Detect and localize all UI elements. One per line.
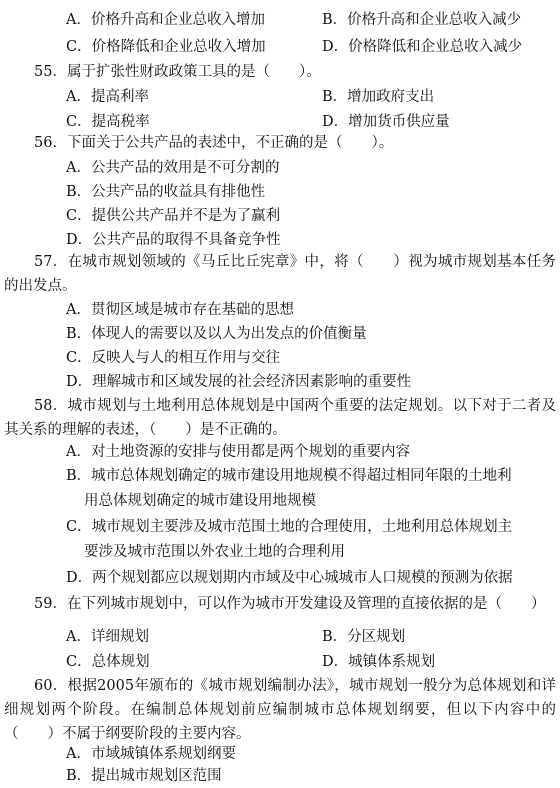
- q59-stem: 59．在下列城市规划中，可以作为城市开发建设及管理的直接依据的是（ ）: [34, 596, 546, 612]
- q55-option-c: C．提高税率: [66, 114, 150, 130]
- q59-option-d: D．城镇体系规划: [322, 654, 436, 670]
- q58-option-b-line1: B．城市总体规划确定的城市建设用地规模不得超过相同年限的土地利: [66, 468, 512, 484]
- q54-option-d: D．价格降低和企业总收入减少: [322, 39, 523, 55]
- q57-option-b: B．体现人的需要以及以人为出发点的价值衡量: [66, 326, 367, 342]
- q60-stem: 60．根据2005年颁布的《城市规划编制办法》，城市规划一般分为总体规划和详细规划两个阶段。在编制总体规划前应编制城市总体规划纲要，但以下内容中的（ ）不属于纲要阶段的主要内容。: [4, 678, 556, 742]
- q55-stem: 55．属于扩张性财政政策工具的是（ ）。: [34, 64, 321, 80]
- q58-stem: 58．城市规划与土地利用总体规划是中国两个重要的法定规划。以下对于二者及其关系的理解的表述，（ ）是不正确的。: [4, 398, 556, 438]
- q55-option-d: D．增加货币供应量: [322, 114, 450, 130]
- q54-option-b: B．价格升高和企业总收入减少: [322, 12, 522, 28]
- q60-option-b: B．提出城市规划区范围: [66, 768, 222, 784]
- q59-option-c: C．总体规划: [66, 654, 150, 670]
- q56-option-d: D．公共产品的取得不具备竞争性: [66, 232, 281, 248]
- q56-option-b: B．公共产品的收益具有排他性: [66, 184, 266, 200]
- q58-option-c-line1: C．城市规划主要涉及城市范围土地的合理使用，土地利用总体规划主: [66, 519, 513, 535]
- q59-option-a: A．详细规划: [66, 629, 149, 645]
- q54-option-a: A．价格升高和企业总收入增加: [66, 12, 265, 28]
- q60-option-a: A．市域城镇体系规划纲要: [66, 746, 236, 762]
- q57-stem: 57．在城市规划领域的《马丘比丘宪章》中，将（ ）视为城市规划基本任务的出发点。: [4, 254, 556, 294]
- q58-option-c-line2: 要涉及城市范围以外农业土地的合理利用: [84, 544, 345, 560]
- q57-option-c: C．反映人与人的相互作用与交往: [66, 350, 281, 366]
- q57-option-d: D．理解城市和区域发展的社会经济因素影响的重要性: [66, 374, 412, 390]
- q56-stem: 56．下面关于公共产品的表述中，不正确的是（ ）。: [34, 135, 394, 151]
- q59-option-b: B．分区规划: [322, 629, 406, 645]
- q56-option-a: A．公共产品的效用是不可分割的: [66, 160, 280, 176]
- q56-option-c: C．提供公共产品并不是为了赢利: [66, 208, 281, 224]
- q54-option-c: C．价格降低和企业总收入增加: [66, 39, 266, 55]
- q58-option-d: D．两个规划都应以规划期内市域及中心城城市人口规模的预测为依据: [66, 570, 513, 586]
- q55-option-a: A．提高利率: [66, 89, 149, 105]
- q58-option-a: A．对土地资源的安排与使用都是两个规划的重要内容: [66, 444, 410, 460]
- q58-option-b-line2: 用总体规划确定的城市建设用地规模: [84, 493, 316, 509]
- q57-option-a: A．贯彻区域是城市存在基础的思想: [66, 302, 294, 318]
- q55-option-b: B．增加政府支出: [322, 89, 435, 105]
